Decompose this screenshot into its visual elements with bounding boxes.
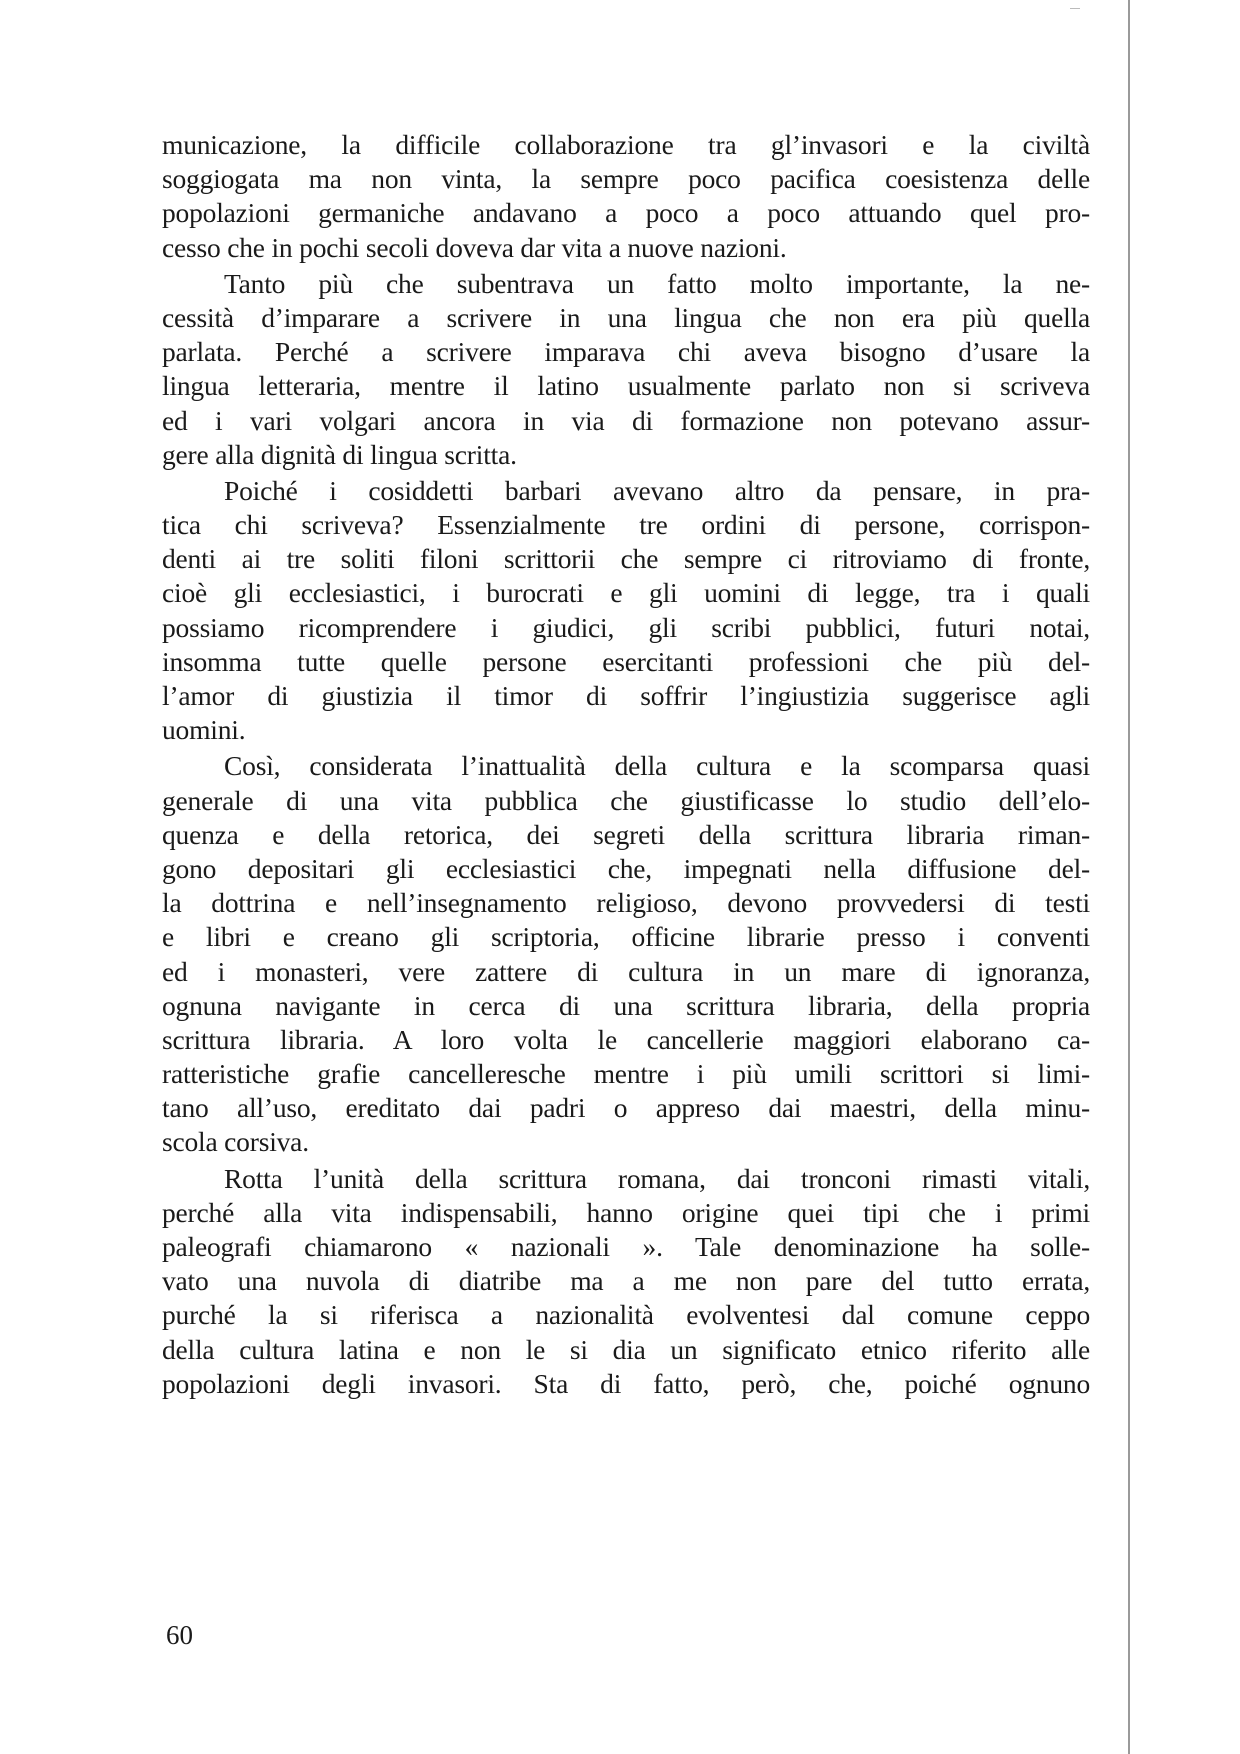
text-line: perché alla vita indispensabili, hanno origine quei tipi che i primi [162,1196,1090,1228]
paragraph-3 [162,474,1090,748]
text-line: cioè gli ecclesiastici, i burocrati e gli uomini di legge, tra i quali [162,577,1090,609]
text-line: tano all’uso, ereditato dai padri o appreso dai maestri, della minu- [162,1092,1090,1124]
body-text [162,128,1090,1401]
text-line: popolazioni degli invasori. Sta di fatto, però, che, poiché ognuno [162,1367,1090,1399]
text-line: tica chi scriveva? Essenzialmente tre ordini di persone, corrispon- [162,509,1090,541]
text-line: scola corsiva. [162,1126,309,1158]
text-line: gere alla dignità di lingua scritta. [162,438,517,470]
text-line: denti ai tre soliti filoni scrittorii che sempre ci ritroviamo di fronte, [162,543,1090,575]
text-line: soggiogata ma non vinta, la sempre poco pacifica coesistenza delle [162,163,1090,195]
text-line: cesso che in pochi secoli doveva dar vita a nuove nazioni. [162,231,787,263]
page-number: 60 [166,1620,193,1650]
scan-mark [1070,8,1080,9]
text-line: ratteristiche grafie cancelleresche mentre i più umili scrittori si limi- [162,1058,1090,1090]
text-line: ed i monasteri, vere zattere di cultura in un mare di ignoranza, [162,955,1090,987]
text-line: della cultura latina e non le si dia un significato etnico riferito alle [162,1333,1090,1365]
text-line: uomini. [162,714,246,746]
text-line: lingua letteraria, mentre il latino usualmente parlato non si scriveva [162,370,1090,402]
text-line: possiamo ricomprendere i giudici, gli scribi pubblici, futuri notai, [162,611,1090,643]
text-line: popolazioni germaniche andavano a poco a poco attuando quel pro- [162,197,1090,229]
paragraph-1 [162,128,1090,265]
text-line: vato una nuvola di diatribe ma a me non pare del tutto errata, [162,1265,1090,1297]
paragraph-5 [162,1162,1090,1401]
text-line: quenza e della retorica, dei segreti della scrittura libraria riman- [162,818,1090,850]
text-line: insomma tutte quelle persone esercitanti professioni che più del- [162,645,1090,677]
text-line: Così, considerata l’inattualità della cultura e la scomparsa quasi [224,750,1090,782]
text-line: generale di una vita pubblica che giustificasse lo studio dell’elo- [162,784,1090,816]
text-line: Poiché i cosiddetti barbari avevano altro da pensare, in pra- [224,474,1090,506]
page-edge-rule [1128,0,1130,1754]
text-line: purché la si riferisca a nazionalità evolventesi dal comune ceppo [162,1299,1090,1331]
text-line: Tanto più che subentrava un fatto molto importante, la ne- [224,267,1090,299]
text-line: ed i vari volgari ancora in via di formazione non potevano assur- [162,404,1090,436]
paragraph-2 [162,267,1090,472]
text-line: Rotta l’unità della scrittura romana, dai tronconi rimasti vitali, [224,1162,1090,1194]
text-line: cessità d’imparare a scrivere in una lingua che non era più quella [162,301,1090,333]
paragraph-4 [162,749,1090,1159]
text-line: l’amor di giustizia il timor di soffrir l’ingiustizia suggerisce agli [162,680,1090,711]
text-line: scrittura libraria. A loro volta le cancellerie maggiori elaborano ca- [162,1023,1090,1055]
text-line: ognuna navigante in cerca di una scrittura libraria, della propria [162,989,1090,1021]
text-line: e libri e creano gli scriptoria, officine librarie presso i conventi [162,921,1090,953]
text-line: gono depositari gli ecclesiastici che, impegnati nella diffusione del- [162,852,1090,884]
text-line: paleografi chiamarono « nazionali ». Tale denominazione ha solle- [162,1231,1090,1262]
text-line: municazione, la difficile collaborazione tra gl’invasori e la civiltà [162,129,1090,160]
text-line: la dottrina e nell’insegnamento religioso, devono provvedersi di testi [162,887,1090,919]
text-line: parlata. Perché a scrivere imparava chi aveva bisogno d’usare la [162,336,1090,368]
